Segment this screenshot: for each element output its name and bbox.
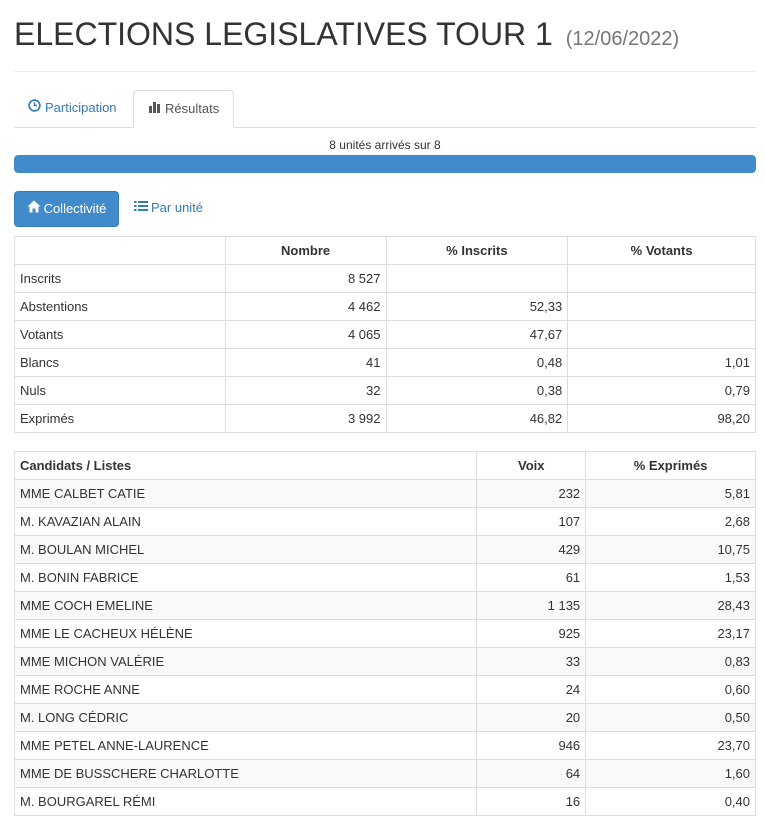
progress-bar-fill	[14, 155, 756, 173]
table-header-row	[15, 452, 756, 480]
collectivite-label: Collectivité	[43, 201, 107, 216]
participation-stats-table	[14, 236, 756, 433]
bar-chart-icon	[148, 91, 161, 127]
row-label-cell: Nuls	[15, 377, 226, 405]
value-cell: 946	[477, 732, 586, 760]
value-cell: 8 527	[225, 265, 386, 293]
value-cell: 16	[477, 788, 586, 816]
candidate-row	[15, 536, 756, 564]
progress-bar-track	[14, 155, 756, 173]
tab-bar	[14, 90, 756, 128]
value-cell: 3 992	[225, 405, 386, 433]
value-cell: 32	[225, 377, 386, 405]
candidate-row	[15, 732, 756, 760]
value-cell: 5,81	[586, 480, 756, 508]
election-date: (12/06/2022)	[565, 28, 680, 50]
candidate-row	[15, 480, 756, 508]
value-cell	[568, 293, 756, 321]
candidates-results-table	[14, 451, 756, 816]
row-label-cell: M. LONG CÉDRIC	[15, 704, 477, 732]
collectivite-button[interactable]	[14, 191, 119, 227]
value-cell	[568, 265, 756, 293]
value-cell: 46,82	[386, 405, 568, 433]
list-icon	[134, 191, 148, 225]
row-label-cell: M. KAVAZIAN ALAIN	[15, 508, 477, 536]
value-cell: 10,75	[586, 536, 756, 564]
row-label-cell: MME PETEL ANNE-LAURENCE	[15, 732, 477, 760]
value-cell: 1 135	[477, 592, 586, 620]
row-label-cell: M. BOULAN MICHEL	[15, 536, 477, 564]
column-header: % Votants	[568, 237, 756, 265]
value-cell: 0,60	[586, 676, 756, 704]
candidate-row	[15, 648, 756, 676]
column-header: Nombre	[225, 237, 386, 265]
value-cell: 24	[477, 676, 586, 704]
par-unite-button[interactable]	[134, 191, 203, 227]
row-label-cell: M. BOURGAREL RÉMI	[15, 788, 477, 816]
row-label-cell: Exprimés	[15, 405, 226, 433]
row-label-cell: M. BONIN FABRICE	[15, 564, 477, 592]
row-label-cell: MME DE BUSSCHERE CHARLOTTE	[15, 760, 477, 788]
candidate-row	[15, 508, 756, 536]
row-label-cell: MME MICHON VALÉRIE	[15, 648, 477, 676]
par-unite-label: Par unité	[151, 200, 204, 215]
row-label-cell: Votants	[15, 321, 226, 349]
table-header-row	[15, 237, 756, 265]
home-icon	[27, 192, 41, 226]
row-label-cell: Abstentions	[15, 293, 226, 321]
stats-row	[15, 377, 756, 405]
value-cell: 28,43	[586, 592, 756, 620]
candidate-row	[15, 788, 756, 816]
row-label-cell: MME COCH EMELINE	[15, 592, 477, 620]
value-cell	[568, 321, 756, 349]
column-header: % Inscrits	[386, 237, 568, 265]
value-cell: 0,50	[586, 704, 756, 732]
value-cell: 1,01	[568, 349, 756, 377]
value-cell	[386, 265, 568, 293]
page-title-text: ELECTIONS LEGISLATIVES TOUR 1	[14, 16, 553, 52]
candidate-row	[15, 676, 756, 704]
column-header: Voix	[477, 452, 586, 480]
value-cell: 23,70	[586, 732, 756, 760]
column-header: % Exprimés	[586, 452, 756, 480]
value-cell: 0,38	[386, 377, 568, 405]
value-cell: 0,48	[386, 349, 568, 377]
value-cell: 41	[225, 349, 386, 377]
stats-row	[15, 293, 756, 321]
value-cell: 0,79	[568, 377, 756, 405]
value-cell: 23,17	[586, 620, 756, 648]
stats-row	[15, 321, 756, 349]
stats-row	[15, 265, 756, 293]
value-cell: 47,67	[386, 321, 568, 349]
value-cell: 925	[477, 620, 586, 648]
value-cell: 0,40	[586, 788, 756, 816]
value-cell: 33	[477, 648, 586, 676]
tab-resultats-label: Résultats	[165, 101, 220, 116]
title-divider	[14, 71, 756, 72]
tab-resultats[interactable]	[133, 90, 234, 128]
value-cell: 0,83	[586, 648, 756, 676]
progress-label: 8 unités arrivés sur 8	[329, 138, 441, 152]
value-cell: 4 065	[225, 321, 386, 349]
clock-icon	[28, 90, 41, 126]
value-cell: 1,60	[586, 760, 756, 788]
value-cell: 20	[477, 704, 586, 732]
candidate-row	[15, 564, 756, 592]
value-cell: 429	[477, 536, 586, 564]
row-label-cell: MME LE CACHEUX HÉLÈNE	[15, 620, 477, 648]
value-cell: 64	[477, 760, 586, 788]
tab-participation-label: Participation	[45, 100, 117, 115]
row-label-cell: Inscrits	[15, 265, 226, 293]
value-cell: 52,33	[386, 293, 568, 321]
row-label-cell: Blancs	[15, 349, 226, 377]
value-cell: 107	[477, 508, 586, 536]
row-label-cell: MME ROCHE ANNE	[15, 676, 477, 704]
column-header: Candidats / Listes	[15, 452, 477, 480]
row-label-cell: MME CALBET CATIE	[15, 480, 477, 508]
value-cell: 1,53	[586, 564, 756, 592]
stats-row	[15, 349, 756, 377]
column-header	[15, 237, 226, 265]
candidate-row	[15, 704, 756, 732]
page-title	[14, 16, 679, 53]
candidate-row	[15, 760, 756, 788]
value-cell: 98,20	[568, 405, 756, 433]
value-cell: 4 462	[225, 293, 386, 321]
value-cell: 232	[477, 480, 586, 508]
candidate-row	[15, 592, 756, 620]
candidate-row	[15, 620, 756, 648]
value-cell: 61	[477, 564, 586, 592]
stats-row	[15, 405, 756, 433]
value-cell: 2,68	[586, 508, 756, 536]
tab-participation[interactable]	[14, 90, 131, 128]
